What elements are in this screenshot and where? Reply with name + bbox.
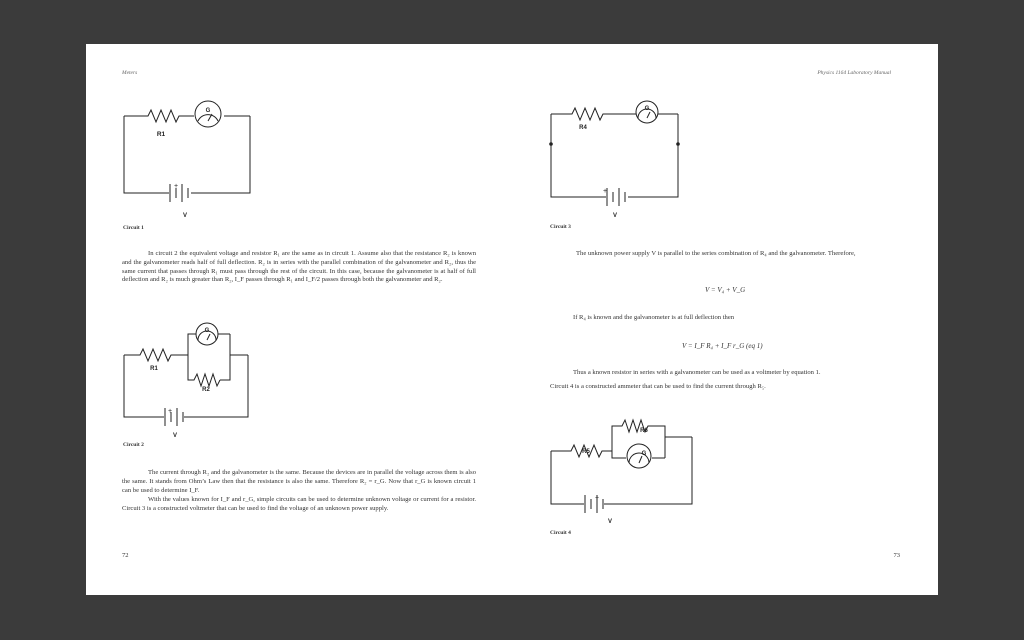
equation-1: V = V₄ + V_G (705, 286, 746, 294)
circuit-1-meter-label: G (205, 108, 211, 114)
left-paragraph-3: With the values known for I_F and r_G, simple circuits can be used to determine unknown voltage or current for a resistor. Circuit 3 is a constructed voltmeter that can be used to find the voltage of an unknown power supply. (122, 496, 476, 513)
circuit-4-plus-label: + (594, 495, 600, 502)
right-sentence-2: If R₄ is known and the galvanometer is at full deflection then (573, 314, 735, 321)
circuit-4-source-label: V (607, 519, 613, 525)
circuit-2-plus-label: + (167, 408, 173, 415)
circuit-4-meter-label: G (641, 451, 647, 457)
circuit-1-caption: Circuit 1 (123, 225, 144, 231)
left-paragraph-1: In circuit 2 the equivalent voltage and resistor R₁ are the same as in circuit 1. Assume also that the resistance R₂ is known and the galvanometer reads half of full deflection. R₂ is in series with the parallel combination of the galvanometer and R₂, thus the same current that passes through R₁ must pass through the rest of the circuit. In this case, because the galvanometer is at half of full deflection and R₂ is much greater than R₂, I_F passes through R₁ and I_F/2 passes through both the galvanometer and R₂. (122, 250, 476, 284)
circuit-3-source-label: V (612, 213, 618, 219)
left-page-header: Meters (122, 70, 138, 76)
equation-2: V = I_F R₄ + I_F r_G (eq 1) (682, 342, 763, 350)
left-paragraph-2: The current through R₂ and the galvanometer is the same. Because the devices are in parallel the voltage across them is also the same. It stands from Ohm’s Law then that the resistance is also the same. Therefore R₂ = r_G. Now that r_G is known circuit 1 can be used to determine I_F. With the values known for I_F and r_G, simple circuits can be used to determine unknown voltage or current for a resistor. Circuit 3 is a constructed voltmeter that can be used to find the voltage of an unknown power supply. (122, 469, 476, 513)
circuit-4-caption: Circuit 4 (550, 530, 571, 536)
circuit-2-source-label: V (172, 433, 178, 439)
right-paragraph-1: The unknown power supply V is parallel to the series combination of R₄ and the galvanometer. Therefore, (576, 250, 856, 257)
right-page-header: Physics 1164 Laboratory Manual (817, 70, 891, 76)
left-page-number: 72 (122, 552, 129, 559)
book-spread (86, 44, 938, 595)
circuit-3-caption: Circuit 3 (550, 224, 571, 230)
circuit-3-resistor-label: R4 (579, 125, 587, 131)
circuit-2-r2-label: R2 (202, 387, 210, 393)
circuit-1-resistor-label: R1 (156, 131, 166, 138)
circuit-2-caption: Circuit 2 (123, 442, 144, 448)
circuit-3-meter-label: G (644, 106, 650, 112)
circuit-4-diagram (86, 44, 938, 595)
circuit-3-plus-label: + (602, 188, 608, 195)
circuit-2-r1-label: R1 (150, 366, 158, 372)
circuit-1-plus-label: + (173, 183, 179, 190)
circuit-2-meter-label: G (204, 328, 210, 334)
circuit-4-r5-label: R5 (582, 449, 590, 455)
circuit-4-r6-label: R6 (640, 428, 648, 434)
circuit-1-source-label: V (182, 213, 188, 219)
right-sentence-3: Thus a known resistor in series with a galvanometer can be used as a voltmeter by equation 1. (573, 369, 821, 376)
right-sentence-4: Circuit 4 is a constructed ammeter that can be used to find the current through R₅. (550, 383, 766, 390)
right-page-number: 73 (893, 552, 900, 559)
